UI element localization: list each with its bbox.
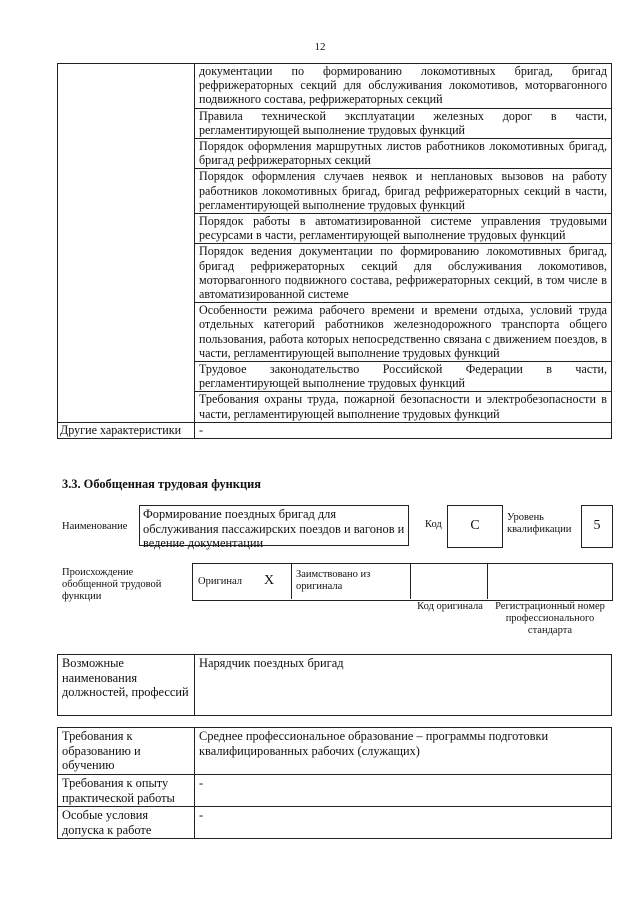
positions-table	[57, 654, 612, 716]
positions-label: Возможные наименования должностей, профессий	[58, 655, 195, 716]
borrowed-label: Заимствовано из оригинала	[296, 569, 371, 592]
table-cell: Порядок оформления случаев неявок и неплановых вызовов на работу работников локомотивных бригад, бригад рефрижераторных секций в части, регламентирующей выполнение трудовых функций	[195, 169, 612, 214]
code-original-caption: Код оригинала	[417, 601, 483, 612]
positions-value: Нарядчик поездных бригад	[195, 655, 612, 716]
other-characteristics-value: -	[195, 422, 612, 438]
divider	[291, 563, 292, 599]
requirement-value: Среднее профессиональное образование – программы подготовки квалифицированных рабочих (служащих)	[195, 728, 612, 775]
code-label: Код	[425, 519, 442, 530]
origin-label: Происхождение обобщенной трудовой функции	[62, 567, 162, 602]
knowledge-table	[57, 63, 612, 439]
name-label: Наименование	[62, 521, 128, 532]
table-row	[58, 422, 612, 438]
table-cell: Требования охраны труда, пожарной безопасности и электробезопасности в части, регламентирующей выполнение трудовых функций	[195, 392, 612, 422]
table-row	[58, 775, 612, 807]
table-cell: Особенности режима рабочего времени и времени отдыха, условий труда отдельных категорий работников железнодорожного транспорта общего пользования, работа которых непосредственно связана с движением поездов, в части, регламентирующей выполнение трудовых функций	[195, 303, 612, 362]
original-label: Оригинал	[198, 576, 242, 587]
requirement-value: -	[195, 807, 612, 839]
level-label: Уровень квалификации	[507, 512, 572, 535]
table-cell: Правила технической эксплуатации железных дорог в части, регламентирующей выполнение трудовых функций	[195, 108, 612, 138]
divider	[410, 563, 411, 599]
table-cell: Порядок оформления маршрутных листов работников локомотивных бригад, бригад рефрижераторных секций	[195, 139, 612, 169]
table-cell: Трудовое законодательство Российской Федерации в части, регламентирующей выполнение трудовых функций	[195, 362, 612, 392]
table-row	[58, 64, 612, 109]
page-number: 12	[314, 41, 326, 53]
table-row	[58, 807, 612, 839]
function-name-box: Формирование поездных бригад для обслуживания пассажирских поездов и вагонов и ведение документации	[139, 505, 409, 546]
table-cell: документации по формированию локомотивных бригад, бригад рефрижераторных секций для обслуживания локомотивов, моторвагонного подвижного состава, рефрижераторных секций	[195, 64, 612, 109]
level-value-box: 5	[581, 505, 613, 548]
requirement-value: -	[195, 775, 612, 807]
requirement-label: Требования к опыту практической работы	[58, 775, 195, 807]
code-value-box: C	[447, 505, 503, 548]
other-characteristics-label: Другие характеристики	[58, 422, 195, 438]
original-mark: X	[264, 573, 275, 588]
table-row	[58, 728, 612, 775]
requirement-label: Особые условия допуска к работе	[58, 807, 195, 839]
table-cell: Порядок ведения документации по формированию локомотивных бригад, бригад рефрижераторных секций для обслуживания локомотивов, моторвагонного подвижного состава, рефрижераторных секций, в том числе в автоматизированной системе	[195, 244, 612, 303]
table-row	[58, 655, 612, 716]
requirement-label: Требования к образованию и обучению	[58, 728, 195, 775]
divider	[487, 563, 488, 599]
reg-number-caption: Регистрационный номер профессионального стандарта	[495, 601, 605, 636]
requirements-table	[57, 727, 612, 839]
table-cell-empty	[58, 64, 195, 423]
section-title: 3.3. Обобщенная трудовая функция	[62, 477, 261, 491]
table-cell: Порядок работы в автоматизированной системе управления трудовыми ресурсами в части, регламентирующей выполнение трудовых функций	[195, 214, 612, 244]
